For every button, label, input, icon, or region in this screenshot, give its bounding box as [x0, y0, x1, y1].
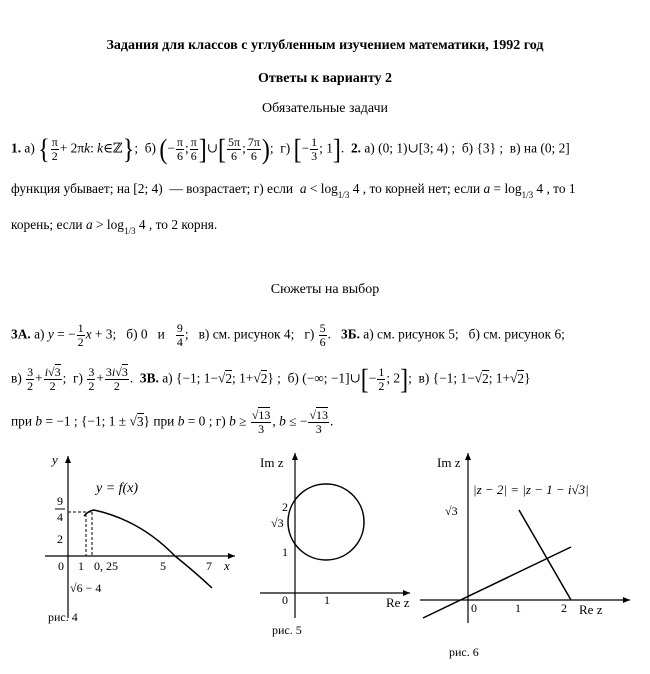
svg-text:9: 9: [57, 494, 63, 508]
svg-text:2: 2: [561, 601, 567, 615]
svg-text:2: 2: [282, 500, 288, 514]
answer-line-1: 1. а) { $\frac{\pi}{2}$ + 2πk: k∈ℤ}; б) (− $\frac{\pi}{6}$ ; $\frac{\pi}{6}$ ]∪[ $\frac{5\pi}{6}$ ; $\frac{7\pi}{6}$ ); г) [− $\frac{1}{3}$ ; 1]. 2. а) (0; 1)∪[3; 4) ; б) {3} ; в) на (0; 2]: [11, 133, 570, 166]
fig6-equation: |z − 2| = |z − 1 − i√3|: [473, 482, 589, 497]
problem-2-label: 2.: [350, 140, 362, 156]
fig6-x-axis: Re z: [579, 602, 603, 617]
svg-text:0: 0: [58, 559, 64, 573]
svg-text:√6 − 4: √6 − 4: [70, 581, 102, 595]
section-optional: Сюжеты на выбор: [270, 282, 380, 297]
svg-text:√3: √3: [445, 504, 458, 518]
fig4-caption: рис. 4: [48, 610, 78, 624]
svg-text:√3: √3: [271, 516, 284, 530]
page-subtitle: Ответы к варианту 2: [257, 71, 393, 86]
svg-text:0: 0: [471, 601, 477, 615]
figure-4: [0, 448, 240, 633]
answer-line-6: при b = −1 ; {−1; 1 ± √3} при b = 0 ; г) b ≥ $\frac{√13}{3}$ , b ≤ − $\frac{√13}{3}$ .: [11, 408, 334, 436]
answer-line-5: в) $\frac{3}{2}$ + $\frac{i√3}{2}$ ; г) $\frac{3}{2}$ + $\frac{3i√3}{2}$ . 3В. а) {−1; 1−√2; 1+√2} ; б) (−∞; −1]∪[− $\frac{1}{2}$ ; 2]; в) {−1; 1−√2; 1+√2}: [11, 363, 531, 396]
svg-text:1: 1: [324, 593, 330, 607]
svg-text:0, 25: 0, 25: [94, 559, 118, 573]
fig5-x-axis: Re z: [386, 595, 410, 610]
fig5-y-axis: Im z: [260, 455, 284, 470]
svg-text:1: 1: [78, 559, 84, 573]
fig4-y-axis: y: [52, 452, 58, 467]
svg-text:4: 4: [57, 510, 63, 524]
fig5-caption: рис. 5: [272, 623, 302, 637]
problem-1-label: 1.: [11, 140, 22, 156]
fig4-func: y = f(x): [96, 481, 139, 496]
fig4-x-axis: x: [224, 558, 230, 573]
fig6-y-axis: Im z: [437, 455, 461, 470]
figure-5: [250, 448, 415, 643]
section-mandatory: Обязательные задачи: [261, 101, 389, 116]
svg-text:2: 2: [57, 532, 63, 546]
svg-text:1: 1: [282, 545, 288, 559]
svg-text:7: 7: [206, 559, 212, 573]
answer-line-4: 3А. а) y = − $\frac{1}{2}$ x + 3; б) 0 и $\frac{9}{4}$ ; в) см. рисунок 4; г) $\frac{5}{6}$ . 3Б. а) см. рисунок 5; б) см. рисунок 6;: [11, 321, 565, 349]
fig6-caption: рис. 6: [449, 645, 479, 659]
answer-line-2: функция убывает; на [2; 4) — возрастает; г) если $a < \log_{1/3} 4$ , то корней нет; если $a = \log_{1/3} 4$ , то 1: [11, 181, 576, 200]
svg-text:5: 5: [160, 559, 166, 573]
svg-text:0: 0: [282, 593, 288, 607]
answer-line-3: корень; если $a > \log_{1/3} 4$ , то 2 корня.: [11, 217, 218, 236]
page-title: Задания для классов с углубленным изучением математики, 1992 год: [106, 38, 544, 53]
figure-6: [415, 448, 645, 668]
svg-text:1: 1: [515, 601, 521, 615]
